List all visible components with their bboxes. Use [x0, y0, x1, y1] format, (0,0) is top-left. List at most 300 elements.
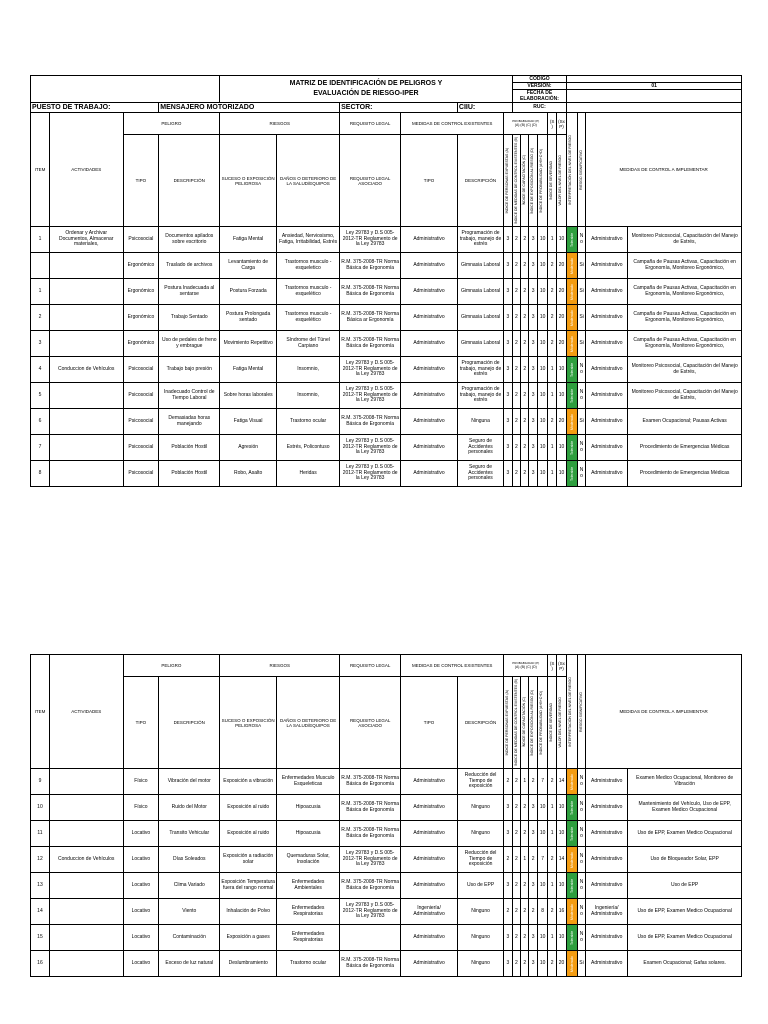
medida-tipo-cell: Administrativo [401, 769, 458, 795]
implementar-desc-cell: Campaña de Pausas Activas, Capacitación en Ergonomía, Monitoreo Ergonómico, [628, 305, 742, 331]
d-cell: 3 [529, 925, 537, 951]
peligro-tipo-cell: Psicosocial [123, 227, 159, 253]
medida-desc-cell: Ninguno [457, 821, 503, 847]
medida-desc-cell: Ninguno [457, 951, 503, 977]
col-v-d-label: ÍNDICE DE EXPOSICIÓN AL RIESGO (D) [530, 689, 535, 756]
a-cell: 3 [504, 951, 512, 977]
col-v-nivel-label: VALOR DEL NIVEL DE RIESGO [557, 155, 562, 206]
col-signif-head [577, 113, 585, 227]
c-cell: 1 [521, 769, 529, 795]
table-row [31, 795, 742, 821]
medida-desc-cell: Ninguno [457, 899, 503, 925]
actividad-cell [49, 305, 123, 331]
implementar-tipo-cell: Administrativo [586, 795, 628, 821]
col-item: ITEM [31, 113, 50, 227]
suceso-cell: Movimiento Repetitivo [220, 331, 277, 357]
d-cell: 2 [529, 847, 537, 873]
dano-cell: Enfermedades Musculo Esqueleticas [277, 769, 340, 795]
prob-sub-2: (C) [526, 665, 532, 669]
col-v-nivel [556, 135, 567, 227]
p-cell: 10 [537, 795, 548, 821]
implementar-desc-cell: Uso de Bloqueador Solar, EPP [628, 847, 742, 873]
peligro-tipo-cell: Locativo [123, 873, 159, 899]
version-label: VERSIÓN: [512, 83, 567, 90]
implementar-tipo-cell: Administrativo [586, 357, 628, 383]
actividad-cell [49, 383, 123, 409]
table-row [31, 227, 742, 253]
col-riesgos: RIESGOS [220, 655, 340, 677]
c-cell: 2 [521, 873, 529, 899]
table-row [31, 899, 742, 925]
c-cell: 2 [521, 821, 529, 847]
medida-tipo-cell: Administrativo [401, 383, 458, 409]
implementar-tipo-cell: Administrativo [586, 279, 628, 305]
p-cell: 7 [537, 847, 548, 873]
c-cell: 2 [521, 951, 529, 977]
b-cell: 2 [512, 899, 520, 925]
peligro-desc-cell: Vibración del motor [159, 769, 220, 795]
col-sxp: (SxP) [556, 113, 567, 135]
requisito-cell: Ley 29783 y D.S 005-2012-TR Reglamento de la Ley 29783 [340, 847, 401, 873]
col-v-b-label: ÍNDICE DE MEDIDAS DE CONTROL EXISTENTES (B) [513, 137, 518, 224]
col-v-p [537, 135, 548, 227]
item-cell: 3 [31, 331, 50, 357]
col-medidas-implementar: MEDIDAS DE CONTROL A IMPLEMENTAR [586, 113, 742, 227]
col-actividades: ACTIVIDADES [49, 655, 123, 769]
table-row [31, 873, 742, 899]
nivel-cell: 14 [556, 769, 567, 795]
p-cell: 10 [537, 305, 548, 331]
peligro-desc-cell: Transito Vehicular [159, 821, 220, 847]
b-cell: 2 [512, 461, 520, 487]
implementar-tipo-cell: Administrativo [586, 383, 628, 409]
peligro-desc-cell: Uso de pedales de freno y embrague [159, 331, 220, 357]
significativo-cell: Si [577, 253, 585, 279]
c-cell: 2 [521, 331, 529, 357]
suceso-cell: Exposición Temperatura fuera del rango normal [220, 873, 277, 899]
requisito-cell: R.M. 375-2008-TR Norma Básica de Ergonomía [340, 873, 401, 899]
col-v-c [521, 677, 529, 769]
requisito-cell: R.M. 375-2008-TR Norma Básica de Ergonomía [340, 769, 401, 795]
d-cell: 3 [529, 435, 537, 461]
risk-level-badge: Tolerable [570, 466, 575, 481]
col-v-d-label: ÍNDICE DE EXPOSICIÓN AL RIESGO (D) [530, 147, 535, 214]
risk-level-badge: Moderado [570, 851, 575, 868]
item-cell: 2 [31, 305, 50, 331]
ciiu-label: CIIU: [457, 103, 512, 113]
a-cell: 3 [504, 435, 512, 461]
significativo-cell: No [577, 383, 585, 409]
significativo-cell: No [577, 821, 585, 847]
col-v-c-label: ÍNDICE DE CAPACITACIÓN (C) [522, 155, 527, 206]
significativo-cell: No [577, 795, 585, 821]
b-cell: 2 [512, 847, 520, 873]
interp-cell [567, 951, 578, 977]
c-cell: 2 [521, 461, 529, 487]
interp-cell [567, 795, 578, 821]
p-cell: 10 [537, 357, 548, 383]
item-cell: 9 [31, 769, 50, 795]
codigo-label: CODIGO [512, 76, 567, 83]
table-row [31, 305, 742, 331]
medida-tipo-cell: Administrativo [401, 873, 458, 899]
implementar-tipo-cell: Administrativo [586, 409, 628, 435]
actividad-cell [49, 409, 123, 435]
suceso-cell: Agresión [220, 435, 277, 461]
table-row [31, 821, 742, 847]
medida-desc-cell: Gimnasia Laboral [457, 253, 503, 279]
medida-tipo-cell: Administrativo [401, 279, 458, 305]
interp-cell [567, 357, 578, 383]
c-cell: 2 [521, 795, 529, 821]
c-cell: 2 [521, 435, 529, 461]
s-cell: 2 [548, 951, 556, 977]
implementar-desc-cell: Uso de EPP, Examen Medico Ocupacional [628, 821, 742, 847]
dano-cell: Trastornos musculo - esquelético [277, 279, 340, 305]
risk-level-badge: Moderado [570, 413, 575, 430]
nivel-cell: 10 [556, 873, 567, 899]
suceso-cell: Exposición al ruido [220, 795, 277, 821]
implementar-desc-cell: Monitoreo Psicosocial, Capacitación del Manejo de Estrés, [628, 227, 742, 253]
requisito-cell: R.M. 375-2008-TR Norma Básica de Ergonomía [340, 795, 401, 821]
item-cell: 15 [31, 925, 50, 951]
interp-cell [567, 769, 578, 795]
risk-level-badge: Moderado [570, 283, 575, 300]
d-cell: 3 [529, 461, 537, 487]
dano-cell: Hipoacusia [277, 795, 340, 821]
p-cell: 7 [537, 769, 548, 795]
nivel-cell: 20 [556, 331, 567, 357]
actividad-cell [49, 331, 123, 357]
b-cell: 2 [512, 873, 520, 899]
d-cell: 3 [529, 873, 537, 899]
p-cell: 10 [537, 461, 548, 487]
nivel-cell: 10 [556, 821, 567, 847]
nivel-cell: 20 [556, 305, 567, 331]
dano-cell: Ansiedad, Nerviosismo, Fatiga, Irritabilidad, Estrés [277, 227, 340, 253]
peligro-tipo-cell: Locativo [123, 821, 159, 847]
col-suceso: SUCESO O EXPOSICIÓN PELIGROSA [220, 135, 277, 227]
significativo-cell: No [577, 357, 585, 383]
significativo-cell: No [577, 769, 585, 795]
p-cell: 10 [537, 383, 548, 409]
significativo-cell: No [577, 847, 585, 873]
requisito-cell: R.M. 375-2008-TR Norma Básica de Ergonomía [340, 409, 401, 435]
s-cell: 1 [548, 435, 556, 461]
item-cell: 14 [31, 899, 50, 925]
implementar-tipo-cell: Administrativo [586, 821, 628, 847]
actividad-cell: Conduccion de Vehículos [49, 847, 123, 873]
peligro-tipo-cell: Psicosocial [123, 409, 159, 435]
significativo-cell: No [577, 873, 585, 899]
peligro-desc-cell: Traslado de archivos [159, 253, 220, 279]
col-v-nivel [556, 677, 567, 769]
actividad-cell: Conduccion de Vehículos [49, 357, 123, 383]
nivel-cell: 20 [556, 253, 567, 279]
item-cell: 1 [31, 279, 50, 305]
puesto-label: PUESTO DE TRABAJO: [31, 103, 159, 113]
implementar-tipo-cell: Administrativo [586, 769, 628, 795]
interp-cell [567, 383, 578, 409]
col-interp-head [567, 113, 578, 227]
implementar-desc-cell: Campaña de Pausas Activas, Capacitación en Ergonomía, Monitoreo Ergonómico, [628, 331, 742, 357]
a-cell: 3 [504, 821, 512, 847]
col-v-p-label: ÍNDICE DE PROBABILIDAD (A+B+C+D) [538, 148, 543, 213]
d-cell: 3 [529, 357, 537, 383]
suceso-cell: Fatiga Mental [220, 227, 277, 253]
risk-level-badge: Moderado [570, 903, 575, 920]
medida-tipo-cell: Administrativo [401, 331, 458, 357]
interp-cell [567, 899, 578, 925]
a-cell: 3 [504, 461, 512, 487]
suceso-cell: Inhalación de Polvo [220, 899, 277, 925]
peligro-tipo-cell: Locativo [123, 951, 159, 977]
a-cell: 3 [504, 925, 512, 951]
peligro-tipo-cell: Psicosocial [123, 461, 159, 487]
s-cell: 2 [548, 253, 556, 279]
dano-cell: Estrés, Policontuso [277, 435, 340, 461]
peligro-desc-cell: Contaminación [159, 925, 220, 951]
iper-matrix-page-1 [30, 75, 742, 487]
actividad-cell [49, 821, 123, 847]
medida-tipo-cell: Administrativo [401, 305, 458, 331]
significativo-cell: No [577, 925, 585, 951]
table-row [31, 331, 742, 357]
col-peligro: PELIGRO [123, 655, 220, 677]
col-medidas-existentes: MEDIDAS DE CONTROL EXISTENTES [401, 113, 504, 135]
a-cell: 3 [504, 331, 512, 357]
medida-desc-cell: Seguro de Accidentes personales [457, 435, 503, 461]
col-signif-head [577, 655, 585, 769]
medida-desc-cell: Programación de trabajo, manejo de estrés [457, 227, 503, 253]
item-cell: 8 [31, 461, 50, 487]
peligro-desc-cell: Clima Variado [159, 873, 220, 899]
implementar-tipo-cell: Administrativo [586, 435, 628, 461]
suceso-cell: Levantamiento de Carga [220, 253, 277, 279]
peligro-tipo-cell: Ergonómico [123, 305, 159, 331]
item-cell: 1 [31, 227, 50, 253]
dano-cell: Hipoacusia [277, 821, 340, 847]
nivel-cell: 20 [556, 279, 567, 305]
item-cell: 11 [31, 821, 50, 847]
implementar-desc-cell: Procedimiento de Emergencias Médicas [628, 461, 742, 487]
col-danos: DAÑOS O DETERIORO DE LA SALUD/EQUIPOS [277, 677, 340, 769]
peligro-desc-cell: Población Hostil [159, 435, 220, 461]
d-cell: 3 [529, 383, 537, 409]
s-cell: 2 [548, 305, 556, 331]
risk-level-badge: Moderado [570, 773, 575, 790]
col-desc-medida: DESCRIPCIÓN [457, 135, 503, 227]
implementar-desc-cell: Examen Medico Ocupacional, Monitoreo de Vibración [628, 769, 742, 795]
probabilidad-label: PROBABILIDAD (P) [512, 661, 540, 665]
probabilidad-sub [505, 665, 546, 670]
peligro-tipo-cell: Físico [123, 769, 159, 795]
item-cell: 12 [31, 847, 50, 873]
interp-cell [567, 435, 578, 461]
p-cell: 10 [537, 227, 548, 253]
peligro-tipo-cell: Locativo [123, 925, 159, 951]
risk-level-badge: Tolerable [570, 388, 575, 403]
item-cell: 16 [31, 951, 50, 977]
dano-cell: Trastornos musculo - esquelético [277, 305, 340, 331]
actividad-cell [49, 899, 123, 925]
s-cell: 1 [548, 795, 556, 821]
dano-cell: Trastorno ocular [277, 951, 340, 977]
significativo-cell: No [577, 227, 585, 253]
implementar-desc-cell: Examen Ocupacional; Pausas Activas [628, 409, 742, 435]
col-riesgos: RIESGOS [220, 113, 340, 135]
medida-tipo-cell: Administrativo [401, 409, 458, 435]
implementar-tipo-cell: Administrativo [586, 331, 628, 357]
medida-tipo-cell: Administrativo [401, 357, 458, 383]
b-cell: 2 [512, 769, 520, 795]
requisito-cell: R.M. 375-2008-TR Norma Básica de Ergonomía [340, 821, 401, 847]
sector-label: SECTOR: [340, 103, 458, 113]
a-cell: 3 [504, 305, 512, 331]
peligro-tipo-cell: Psicosocial [123, 383, 159, 409]
requisito-cell: Ley 29783 y D.S 005-2012-TR Reglamento de la Ley 29783 [340, 435, 401, 461]
col-actividades: ACTIVIDADES [49, 113, 123, 227]
s-cell: 1 [548, 461, 556, 487]
ruc-label: RUC: [512, 103, 567, 113]
dano-cell: Heridas [277, 461, 340, 487]
significativo-cell: Si [577, 409, 585, 435]
item-cell: 5 [31, 383, 50, 409]
table-row [31, 925, 742, 951]
s-cell: 1 [548, 925, 556, 951]
c-cell: 2 [521, 305, 529, 331]
col-descripcion: DESCRIPCIÓN [159, 135, 220, 227]
col-tipo: TIPO [123, 135, 159, 227]
implementar-tipo-cell: Administrativo [586, 951, 628, 977]
risk-level-badge: Moderado [570, 955, 575, 972]
d-cell: 3 [529, 795, 537, 821]
p-cell: 10 [537, 951, 548, 977]
col-medidas-implementar: MEDIDAS DE CONTROL A IMPLEMENTAR [586, 655, 742, 769]
d-cell: 2 [529, 769, 537, 795]
peligro-tipo-cell: Ergonómico [123, 279, 159, 305]
suceso-cell: Exposición al ruido [220, 821, 277, 847]
implementar-desc-cell: Campaña de Pausas Activas, Capacitación en Ergonomía, Monitoreo Ergonómico, [628, 253, 742, 279]
col-medidas-existentes: MEDIDAS DE CONTROL EXISTENTES [401, 655, 504, 677]
a-cell: 3 [504, 357, 512, 383]
suceso-cell: Exposición a vibración [220, 769, 277, 795]
dano-cell: Insomnio, [277, 357, 340, 383]
d-cell: 3 [529, 253, 537, 279]
implementar-tipo-cell: Ingeniería/ Administrativo [586, 899, 628, 925]
implementar-desc-cell: Uso de EPP [628, 873, 742, 899]
d-cell: 3 [529, 279, 537, 305]
prob-sub-0: (A) [514, 665, 521, 669]
medida-desc-cell: Gimnasia Laboral [457, 331, 503, 357]
col-v-s [548, 135, 556, 227]
dano-cell: Trastornos musculo - esqueletico [277, 253, 340, 279]
significativo-cell: Si [577, 279, 585, 305]
suceso-cell: Fatiga Mental [220, 357, 277, 383]
medida-tipo-cell: Administrativo [401, 435, 458, 461]
a-cell: 2 [504, 769, 512, 795]
implementar-tipo-cell: Administrativo [586, 873, 628, 899]
probabilidad-sub [505, 123, 546, 128]
peligro-desc-cell: Documentos apilados sobre escritorio [159, 227, 220, 253]
nivel-cell: 10 [556, 227, 567, 253]
p-cell: 10 [537, 821, 548, 847]
medida-tipo-cell: Administrativo [401, 461, 458, 487]
c-cell: 2 [521, 925, 529, 951]
a-cell: 3 [504, 873, 512, 899]
col-v-b-label: ÍNDICE DE MEDIDAS DE CONTROL EXISTENTES (B) [513, 679, 518, 766]
prob-sub-3: (D) [531, 665, 537, 669]
peligro-desc-cell: Viento [159, 899, 220, 925]
fecha-label: FECHA DE ELABORACIÓN: [512, 90, 567, 103]
implementar-desc-cell: Campaña de Pausas Activas, Capacitación en Ergonomía, Monitoreo Ergonómico, [628, 279, 742, 305]
medida-desc-cell: Uso de EPP [457, 873, 503, 899]
s-cell: 1 [548, 873, 556, 899]
col-signif-label: RIESGO SIGNIFICATIVO [578, 149, 583, 190]
nivel-cell: 10 [556, 461, 567, 487]
interp-cell [567, 227, 578, 253]
dano-cell: Quemaduras Solar, Insolación [277, 847, 340, 873]
col-v-s-label: ÍNDICE DE SEVERIDAD [549, 703, 554, 742]
b-cell: 2 [512, 951, 520, 977]
dano-cell: Enfermedades Ambientales [277, 873, 340, 899]
peligro-tipo-cell: Físico [123, 795, 159, 821]
risk-level-badge: Tolerable [570, 800, 575, 815]
implementar-tipo-cell: Administrativo [586, 847, 628, 873]
risk-level-badge: Moderado [570, 309, 575, 326]
item-cell: 10 [31, 795, 50, 821]
item-cell: 13 [31, 873, 50, 899]
s-cell: 2 [548, 769, 556, 795]
c-cell: 2 [521, 409, 529, 435]
col-signif-label: RIESGO SIGNIFICATIVO [578, 691, 583, 732]
suceso-cell: Deslumbramiento [220, 951, 277, 977]
table-row [31, 409, 742, 435]
interp-cell [567, 873, 578, 899]
implementar-desc-cell: Mantenimiento del Vehículo, Uso de EPP, Examen Medico Ocupacional [628, 795, 742, 821]
item-cell: 6 [31, 409, 50, 435]
actividad-cell [49, 435, 123, 461]
item-cell: 4 [31, 357, 50, 383]
s-cell: 2 [548, 409, 556, 435]
col-v-c [521, 135, 529, 227]
suceso-cell: Postura Forzada [220, 279, 277, 305]
a-cell: 3 [504, 409, 512, 435]
col-v-b [512, 677, 520, 769]
col-requisito: REQUISITO LEGAL [340, 655, 401, 677]
nivel-cell: 10 [556, 795, 567, 821]
interp-cell [567, 409, 578, 435]
peligro-desc-cell: Población Hostil [159, 461, 220, 487]
suceso-cell: Robo, Asalto [220, 461, 277, 487]
c-cell: 2 [521, 357, 529, 383]
medida-desc-cell: Reducción del Tiempo de exposición [457, 847, 503, 873]
medida-tipo-cell: Administrativo [401, 227, 458, 253]
implementar-tipo-cell: Administrativo [586, 227, 628, 253]
item-cell [31, 253, 50, 279]
medida-desc-cell: Gimnasia Laboral [457, 305, 503, 331]
table-row [31, 435, 742, 461]
p-cell: 10 [537, 925, 548, 951]
dano-cell: Síndrome del Túnel Carpiano [277, 331, 340, 357]
peligro-desc-cell: Días Soleados [159, 847, 220, 873]
actividad-cell [49, 873, 123, 899]
item-cell: 7 [31, 435, 50, 461]
p-cell: 10 [537, 279, 548, 305]
risk-level-badge: Tolerable [570, 232, 575, 247]
implementar-tipo-cell: Administrativo [586, 461, 628, 487]
table-row [31, 253, 742, 279]
